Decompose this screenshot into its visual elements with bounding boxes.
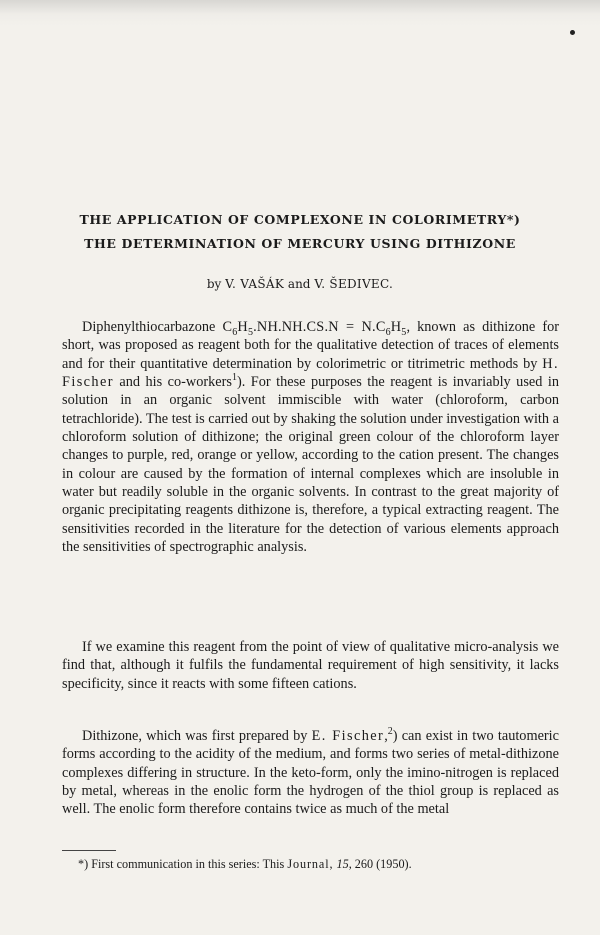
- footnote-journal: Journal,: [287, 857, 334, 871]
- p3-text-a: Dithizone, which was first prepared by: [82, 728, 312, 744]
- formula-part: .NH.NH.CS.N = N.C: [253, 319, 386, 335]
- scan-dot: [570, 30, 575, 35]
- formula-sub: 5: [247, 326, 254, 338]
- title-line-2: THE DETERMINATION OF MERCURY USING DITHIZONE: [84, 236, 516, 251]
- paragraph-1: [62, 318, 559, 556]
- formula-sub: 6: [385, 326, 391, 338]
- paragraph-2: If we examine this reagent from the point of view of qualitative micro-analysis we find that, although it fulfils the fundamental requirement of high sensitivity, it lacks specificity, since it reacts with some fifteen cations.: [62, 639, 559, 692]
- ref-superscript-1: 1: [231, 372, 237, 384]
- formula-part: H: [390, 319, 402, 335]
- p1-text-b: , known as dithizone for short, was proposed as reagent both for the qualitative detection of traces of elements and for their quantitative determination by colorimetric or titrimetric methods by: [62, 319, 559, 372]
- footnote-text-a: *) First communication in this series: This: [78, 857, 288, 871]
- footnote-rule: [62, 850, 116, 851]
- author-1: V. VAŠÁK: [225, 277, 285, 291]
- formula-sub: 5: [401, 326, 407, 338]
- footnote-volume: 15: [336, 857, 349, 871]
- formula-part: C: [222, 319, 233, 335]
- formula-sub: 6: [232, 326, 238, 338]
- author-name-h-fischer: H. Fischer: [62, 355, 559, 391]
- byline-prefix: by: [206, 277, 222, 291]
- ref-superscript-2: 2: [387, 726, 393, 738]
- p1-text-a: Diphenylthiocarbazone: [82, 319, 223, 335]
- p3-text-d: ) can exist in two tautomeric forms according to the acidity of the medium, and forms two series of metal-dithizone complexes differing in structure. In the keto-form, only the imino-nitrogen is replaced by metal, whereas in the enolic form the hydrogen of the thiol group is replaced as well. The enolic form therefore contains twice as much of the metal: [62, 728, 560, 818]
- author-2: V. ŠEDIVEC.: [314, 277, 394, 291]
- title-line-1: THE APPLICATION OF COMPLEXONE IN COLORIMETRY*): [79, 212, 521, 227]
- formula-part: H: [237, 319, 248, 335]
- byline-conj: and: [287, 277, 311, 291]
- author-name-e-fischer: E. Fischer: [311, 728, 385, 744]
- p1-text-d: ). For these purposes the reagent is invariably used in solution in an organic solvent immiscible with water (chloroform, carbon tetrachloride). The test is carried out by shaking the solution under investigation with a chloroform solution of dithizone; the original green colour of the chloroform layer changes to purple, red, orange or yellow, according to the cation present. The changes in colour are caused by the formation of internal complexes which are insoluble in water but readily soluble in the organic solvents. In contrast to the great majority of organic precipitating reagents dithizone is, therefore, a typical extracting reagent. The sensitivities recorded in the literature for the detection of various elements approach the sensitivities of spectrographic analysis.: [62, 374, 559, 556]
- byline: [0, 277, 600, 291]
- paragraph-3: [62, 727, 559, 819]
- footnote-text-b: , 260 (1950).: [348, 857, 412, 871]
- p3-text-c: ,: [384, 728, 388, 744]
- scan-border: [0, 0, 600, 26]
- p1-text-c: and his co-workers: [113, 374, 232, 391]
- dithizone-formula: [222, 319, 407, 338]
- footnote: [78, 857, 548, 872]
